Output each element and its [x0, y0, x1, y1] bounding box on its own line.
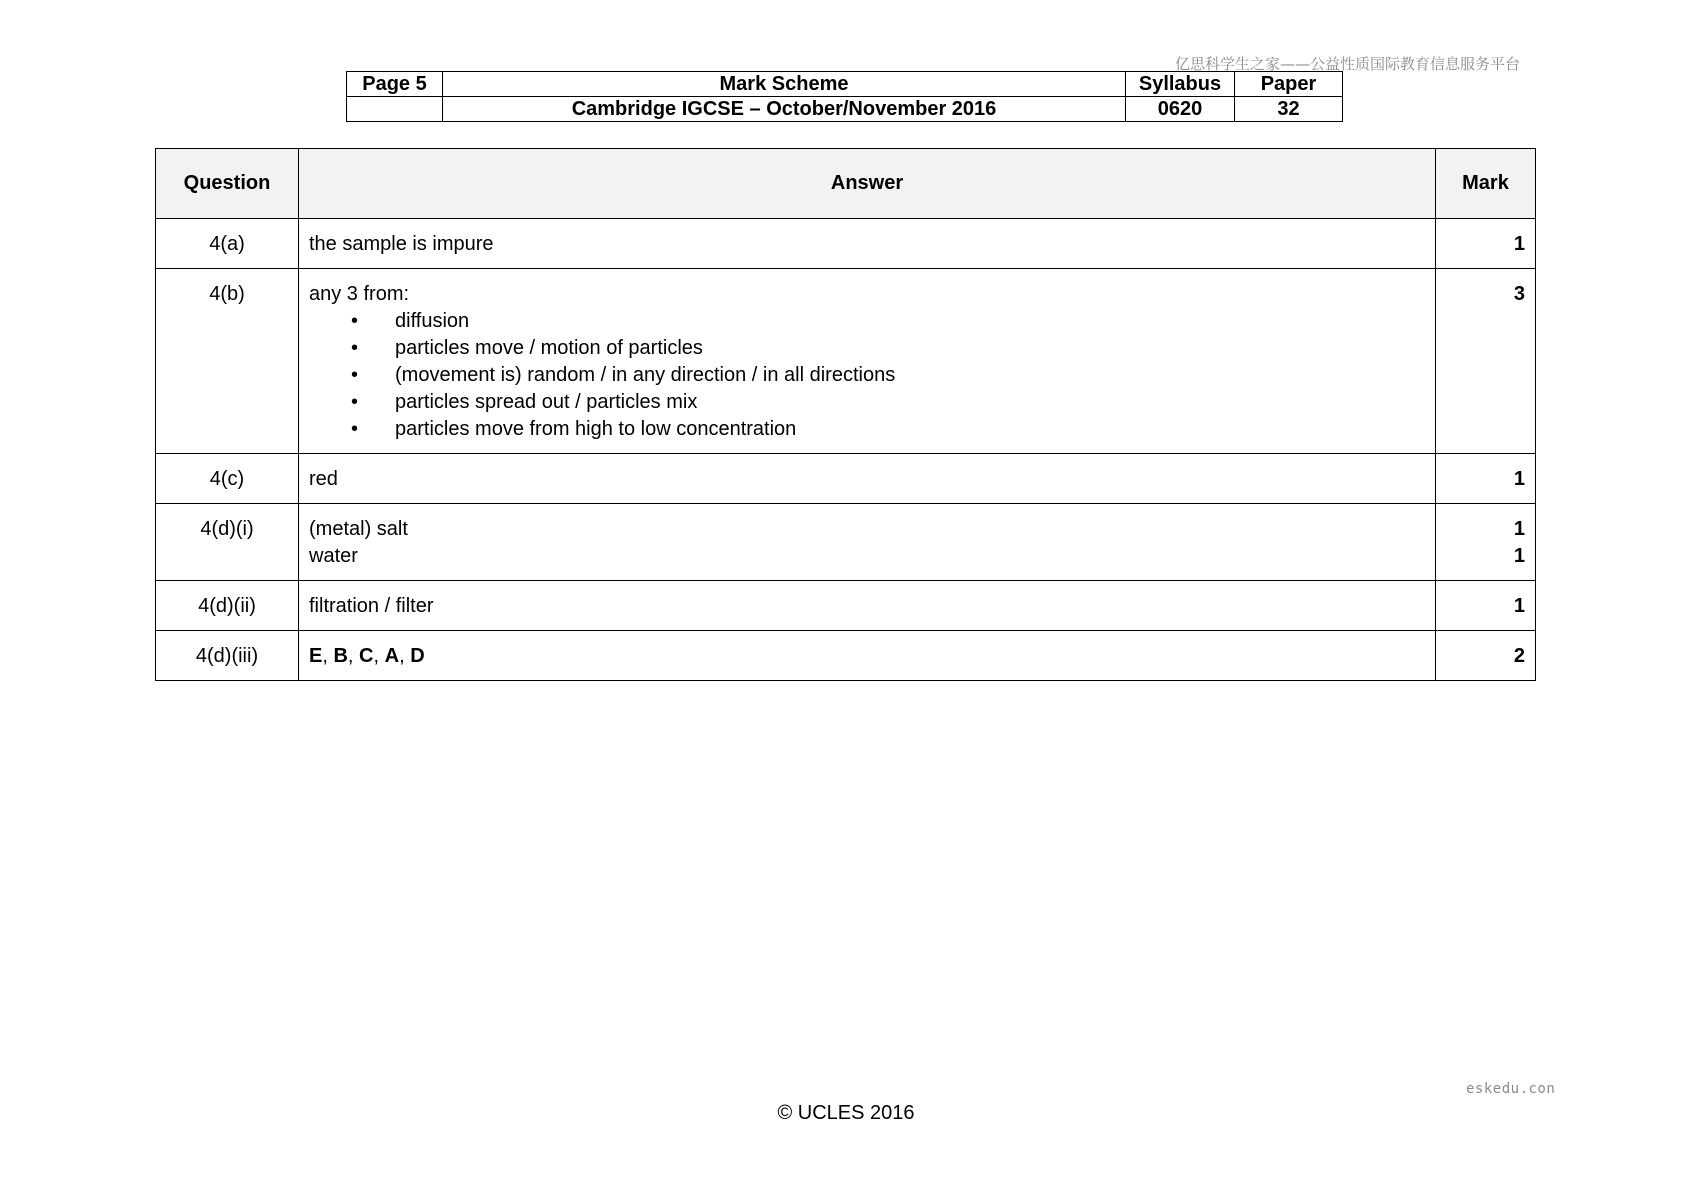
answer-text: the sample is impure	[299, 219, 1436, 269]
sequence-separator: ,	[322, 645, 334, 667]
answer-intro: any 3 from:	[309, 283, 410, 305]
answer-line: (metal) salt	[309, 518, 408, 540]
table-row	[156, 454, 1536, 504]
bullet-icon: •	[351, 418, 359, 440]
bullet-icon: •	[351, 364, 359, 386]
mark-value: 2	[1436, 631, 1536, 681]
question-number: 4(a)	[156, 219, 299, 269]
question-number: 4(d)(iii)	[156, 631, 299, 681]
page-number: Page 5	[347, 72, 443, 97]
answer-text: filtration / filter	[299, 581, 1436, 631]
document-subtitle: Cambridge IGCSE – October/November 2016	[443, 97, 1126, 122]
watermark-top-text: 亿思科学生之家——公益性质国际教育信息服务平台	[1175, 55, 1521, 73]
paper-value: 32	[1235, 97, 1343, 122]
sequence-separator: ,	[373, 645, 385, 667]
question-number: 4(d)(ii)	[156, 581, 299, 631]
mark-cell	[1436, 504, 1536, 581]
bullet-text: (movement is) random / in any direction / in all directions	[395, 364, 896, 386]
list-item	[309, 416, 1425, 443]
mark-value: 3	[1436, 269, 1536, 454]
answer-bullet-list	[309, 308, 1425, 443]
table-row	[156, 581, 1536, 631]
mark-value: 1	[1436, 581, 1536, 631]
table-row	[156, 631, 1536, 681]
document-header-table	[346, 71, 1343, 122]
bullet-text: particles move / motion of particles	[395, 337, 703, 359]
bullet-icon: •	[351, 391, 359, 413]
bullet-text: diffusion	[395, 310, 470, 332]
question-number: 4(c)	[156, 454, 299, 504]
answer-text: red	[299, 454, 1436, 504]
table-row	[156, 504, 1536, 581]
answer-sequence	[299, 631, 1436, 681]
mark-value: 1	[1513, 518, 1525, 540]
sequence-separator: ,	[347, 645, 360, 667]
mark-value: 1	[1436, 219, 1536, 269]
list-item	[309, 335, 1425, 362]
watermark-bottom-text: eskedu.con	[1466, 1081, 1556, 1097]
document-title: Mark Scheme	[443, 72, 1126, 97]
table-row	[156, 269, 1536, 454]
syllabus-value: 0620	[1126, 97, 1235, 122]
sequence-letter: C	[359, 645, 374, 667]
answer-line: water	[309, 545, 358, 567]
mark-value: 1	[1513, 545, 1525, 567]
bullet-icon: •	[351, 310, 359, 332]
column-header-question: Question	[156, 149, 299, 219]
column-header-mark: Mark	[1436, 149, 1536, 219]
table-header-row	[156, 149, 1536, 219]
question-number: 4(b)	[156, 269, 299, 454]
bullet-text: particles spread out / particles mix	[395, 391, 698, 413]
column-header-answer: Answer	[299, 149, 1436, 219]
bullet-icon: •	[351, 337, 359, 359]
sequence-letter: E	[309, 645, 323, 667]
answer-cell	[299, 504, 1436, 581]
copyright-footer: © UCLES 2016	[777, 1102, 915, 1124]
page-number-blank	[347, 97, 443, 122]
table-row	[156, 219, 1536, 269]
sequence-letter: B	[333, 645, 348, 667]
list-item	[309, 308, 1425, 335]
bullet-text: particles move from high to low concentration	[395, 418, 797, 440]
list-item	[309, 389, 1425, 416]
sequence-letter: D	[410, 645, 425, 667]
paper-label: Paper	[1235, 72, 1343, 97]
answer-cell	[299, 269, 1436, 454]
sequence-letter: A	[384, 645, 400, 667]
mark-value: 1	[1436, 454, 1536, 504]
syllabus-label: Syllabus	[1126, 72, 1235, 97]
mark-scheme-table	[155, 148, 1536, 681]
list-item	[309, 362, 1425, 389]
sequence-separator: ,	[399, 645, 411, 667]
question-number: 4(d)(i)	[156, 504, 299, 581]
